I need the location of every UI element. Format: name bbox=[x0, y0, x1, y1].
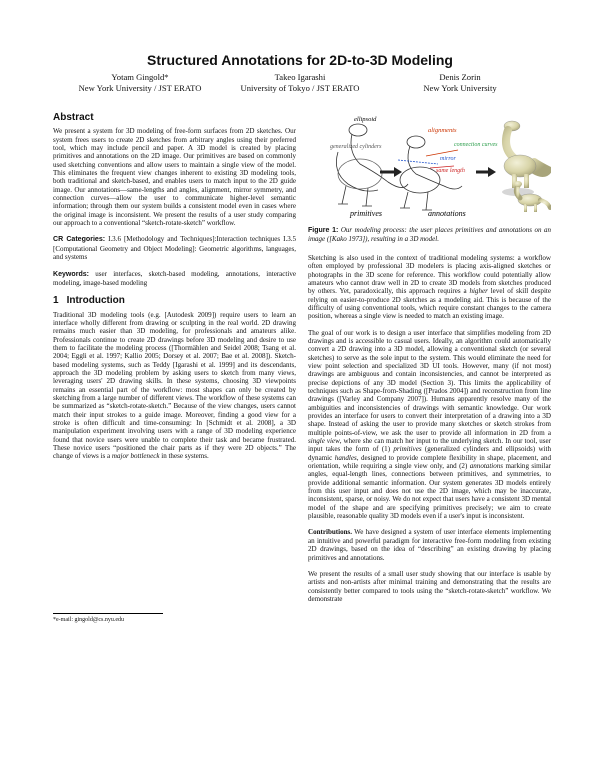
left-column bbox=[53, 114, 296, 469]
label-annotations: annotations bbox=[428, 209, 466, 218]
cr-categories bbox=[53, 235, 296, 261]
section-title: Introduction bbox=[66, 295, 125, 307]
label-alignments: alignments bbox=[428, 127, 457, 134]
dinosaur-3d-model-small bbox=[514, 181, 550, 212]
intro-emphasis: major bottleneck bbox=[111, 452, 160, 461]
author-1 bbox=[60, 72, 220, 94]
arrowhead-2 bbox=[488, 167, 496, 177]
label-generalized-cylinders: generalized cylinders bbox=[330, 144, 382, 150]
emphasis: handles bbox=[334, 453, 357, 462]
author-3 bbox=[380, 72, 540, 94]
emphasis: higher bbox=[469, 287, 488, 296]
author-affiliation: University of Tokyo / JST ERATO bbox=[240, 83, 360, 93]
caption-text: Our modeling process: the user places primitives and annotations on an image ([Kako 1973]), resulting in a 3D model. bbox=[308, 226, 551, 244]
author-block bbox=[60, 72, 540, 94]
emphasis: single view bbox=[308, 437, 340, 446]
intro-heading bbox=[53, 297, 296, 305]
label-mirror: mirror bbox=[440, 156, 456, 162]
contributions-label: Contributions. bbox=[308, 528, 353, 537]
keywords-text: user interfaces, sketch-based modeling, annotations, interactive modeling, image-based modeling bbox=[53, 269, 296, 287]
figure-illustration bbox=[308, 112, 551, 220]
intro-body: Traditional 3D modeling tools (e.g. [Autodesk 2009]) require users to learn an interface wholly different from drawing or sculpting in the real world. 2D drawing remains much easier than 3D modeling, for professionals and amateurs alike. Professionals continue to create 2D drawings before 3D modeling and desire to use them to facilitate the modeling process ([Thormählen and Seidel 2008; Tsang et al. 2004; Eggli et al. 1997; Kallio 2005; Dorsey et al. 2007; Bae et al. 2008]). Sketch-based modeling systems, such as Teddy [Igarashi et al. 1999] and its descendants, approach the 3D modeling problem by asking users to sketch from many views, leveraging users' 2D drawing skills. In these systems, choosing 3D viewpoints remains an essential part of the workflow: most shapes can only be created by sketching from a large number of different views. The workflow of these systems can be summarized as “sketch-rotate-sketch.” Because of the view changes, users cannot match their input strokes to a guide image. Moreover, finding a good view for a stroke is often difficult and time-consuming: In [Schmidt et al. 2008], a 3D manipulation experiment involving users with a range of 3D modeling experience found that novice users were unable to complete their task and became frustrated. These novice users “positioned the chair parts as if they were 2D objects.” The change of views is a bbox=[53, 310, 296, 461]
label-connection-curves: connection curves bbox=[454, 142, 498, 148]
text: We have designed a system of user interface elements implementing an intuitive and powerful paradigm for interactive free-form modeling from existing 2D drawings, based on the idea of “describing” an existing drawing by placing primitives and annotations. bbox=[308, 528, 551, 562]
keywords bbox=[53, 270, 296, 288]
dinosaur-sketch-primitives bbox=[336, 124, 408, 206]
text: (generalized cylinders and ellipsoids) with dynamic bbox=[308, 445, 551, 462]
author-affiliation: New York University bbox=[423, 83, 497, 93]
text: Sketching is also used in the context of traditional modeling systems: a workflow often employed by professional 3D modelers is placing axis-aligned sketches or photographs in the 3D scene for reference. This workflow could potentially allow amateurs who cannot draw well in 2D to create 3D models from sketches produced by others. Yet, paradoxically, this approach requires a bbox=[308, 253, 551, 296]
footnote: *e-mail: gingold@cs.nyu.edu bbox=[53, 613, 163, 623]
author-name: Yotam Gingold* bbox=[111, 72, 169, 82]
label-ellipsoid: ellipsoid bbox=[354, 116, 377, 123]
keywords-label: Keywords: bbox=[53, 270, 90, 278]
author-name: Takeo Igarashi bbox=[274, 72, 326, 82]
paragraph-sketching bbox=[308, 254, 551, 321]
figure-1 bbox=[308, 112, 551, 220]
dinosaur-3d-model bbox=[502, 121, 548, 196]
right-column bbox=[308, 112, 551, 611]
author-name: Denis Zorin bbox=[439, 72, 481, 82]
intro-tail: in these systems. bbox=[159, 452, 209, 461]
label-same-length: same length bbox=[436, 168, 465, 174]
intro-text bbox=[53, 311, 296, 461]
figure-caption bbox=[308, 226, 551, 244]
paragraph-contributions bbox=[308, 528, 551, 561]
paper-title: Structured Annotations for 2D-to-3D Modeling bbox=[147, 52, 453, 68]
paragraph-study: We present the results of a small user study showing that our interface is usable by artists and non-artists after minimal training and demonstrating that the results are consistently better compared to tools using the “sketch-rotate-sketch” workflow. We demonstrate bbox=[308, 569, 551, 603]
text: level of skill despite relying on easier-to-produce 2D sketches as a modeling aid. This is because of the difficulty of using conventional tools, which require constant changes to the camera position, whereas a single view is needed to match an existing image. bbox=[308, 287, 552, 321]
author-2 bbox=[220, 72, 380, 94]
abstract-text: We present a system for 3D modeling of free-form surfaces from 2D sketches. Our system frees users to create 2D sketches from arbitrary angles using their preferred tool, which may include pencil and paper. A 3D model is created by placing primitives and annotations on the 2D image. Our primitives are based on commonly used sketching conventions and allow users to maintain a single view of the model. This eliminates the frequent view changes inherent to existing 3D modeling tools, both traditional and sketch-based, and enables users to match input to the 2D guide image. Our annotations—same-lengths and angles, alignment, mirror symmetry, and connection curves—allow the user to communicate higher-level semantic information; through them our system builds a consistent model even in cases where the original image is inconsistent. We present the results of a user study comparing our approach to a conventional “sketch-rotate-sketch” workflow. bbox=[53, 127, 296, 228]
cr-label: CR Categories: bbox=[53, 236, 106, 244]
section-number: 1 bbox=[53, 295, 59, 307]
author-affiliation: New York University / JST ERATO bbox=[78, 83, 202, 93]
caption-label: Figure 1: bbox=[308, 227, 339, 234]
text: The goal of our work is to design a user interface that simplifies modeling from 2D drawings and is accessible to casual users. Ideally, an algorithm could automatically convert a 2D drawing into a 3D model, allowing a conventional sketch (or several sketches) to serve as the sole input to the system. This would eliminate the need for view point selection and specialized 3D UI tools. However, many (if not most) drawings are ambiguous and contain inconsistencies, and cannot be interpreted as precise depictions of any 3D model (Section 3). This limits the applicability of techniques such as Shape-from-Shading ([Prados 2004]) and reconstruction from line drawings ([Varley and Company 2007]). Humans apparently resolve many of the ambiguities and inconsistencies of drawings with semantic knowledge. Our work provides an interface for users to convert their interpretation of a drawing into a 3D shape. Instead of asking the user to provide many sketches or sketch strokes from multiple points-of-view, we ask the user to provide all information in 2D from a bbox=[308, 328, 551, 437]
emphasis: annotations bbox=[469, 462, 504, 471]
abstract-heading: Abstract bbox=[53, 112, 94, 123]
emphasis: primitives bbox=[393, 445, 422, 454]
paragraph-goal bbox=[308, 329, 551, 521]
text: , designed to provide complete flexibility in shape, placement, and orientation, while requiring a single view only, and (2) bbox=[308, 453, 551, 471]
text: marking similar angles, equal-length lines, connections between primitives, and symmetries, to provide additional semantic information. Our system generates 3D models entirely from this user input and does not use the 2D image, which may be inaccurate, inconsistent, sparse, or noisy. We do not expect that users have a consistent 3D mental model of the shape and are specifying primitives precisely; we aim to create plausible, reasonable quality 3D models even if a user's input is inconsistent. bbox=[308, 462, 551, 521]
cr-text: I.3.6 [Methodology and Techniques]:Interaction techniques I.3.5 [Computational Geometry and Object Modeling]: Geometric algorithms, languages, and systems bbox=[53, 235, 297, 262]
label-primitives: primitives bbox=[350, 209, 382, 218]
text: , where she can match her input to the underlying sketch. In our tool, user input takes the form of (1) bbox=[308, 437, 551, 454]
